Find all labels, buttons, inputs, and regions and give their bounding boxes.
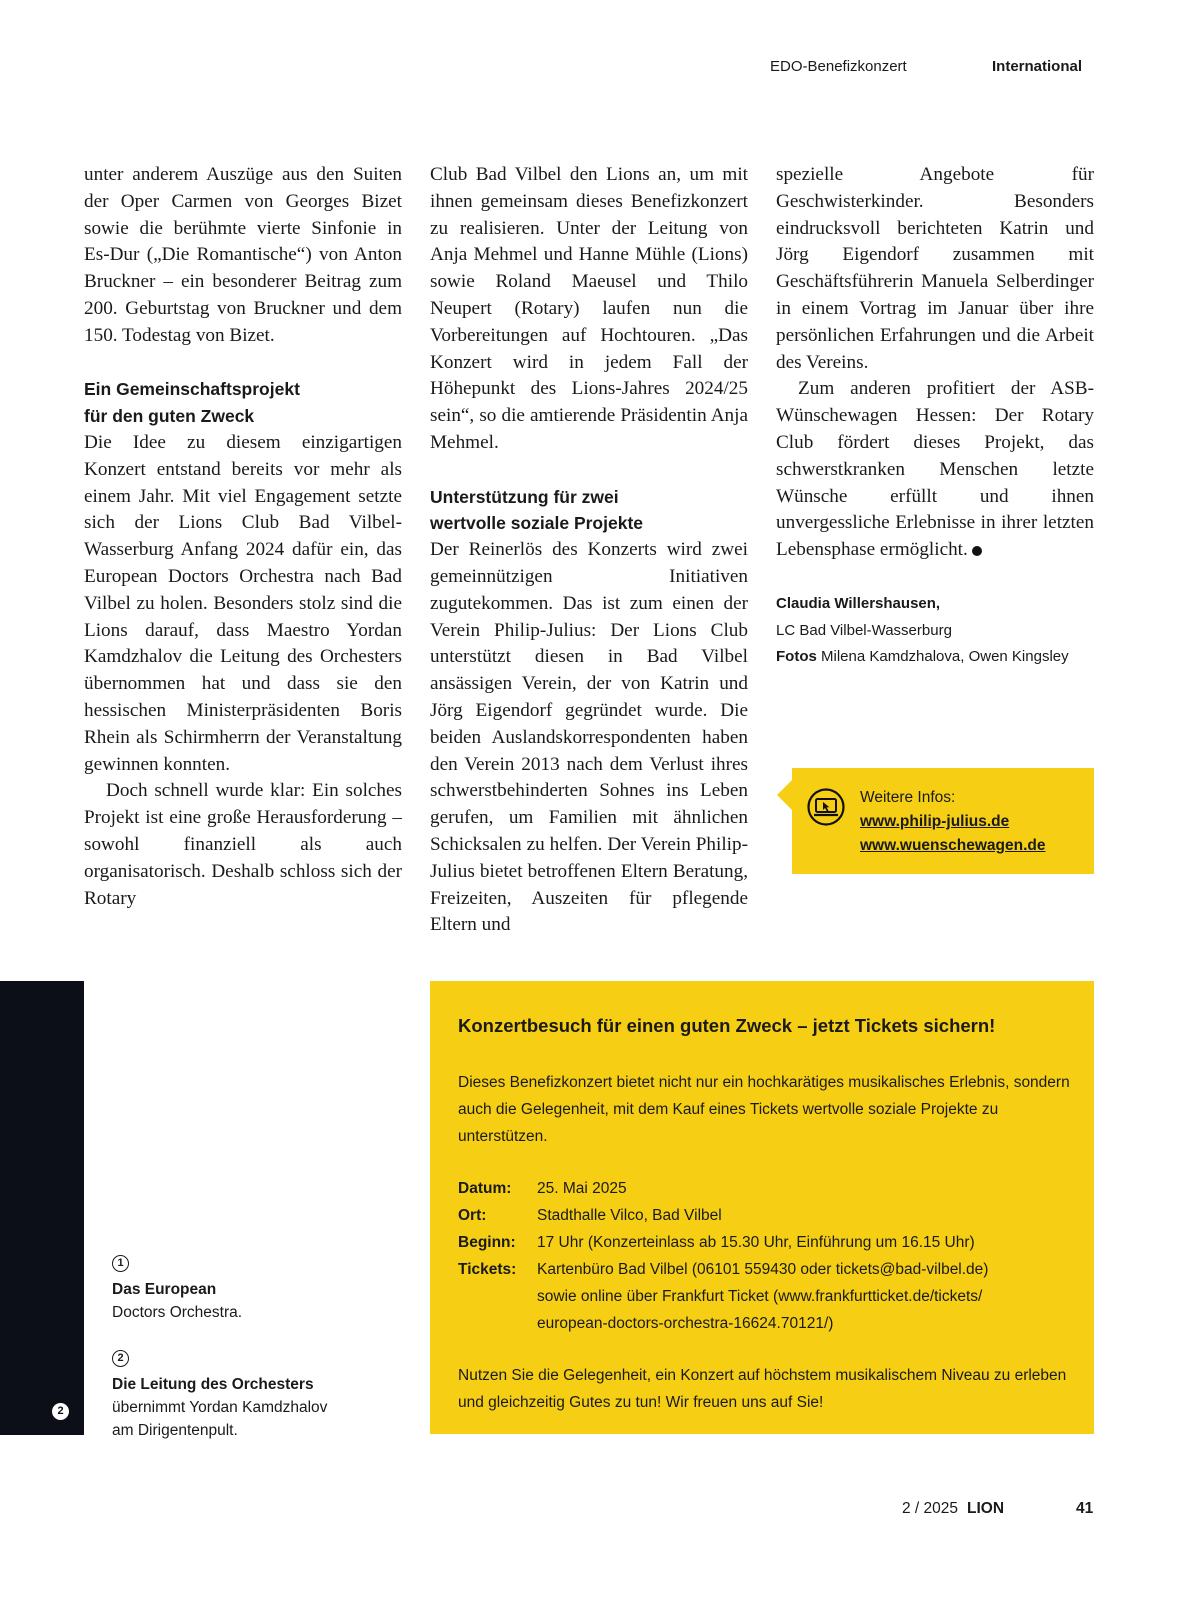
end-mark-icon <box>972 546 982 556</box>
info-box-label: Weitere Infos: <box>860 789 956 806</box>
row-value: 25. Mai 2025 <box>537 1180 627 1197</box>
caption-title: Das European <box>112 1281 217 1298</box>
ticket-box-outro: Nutzen Sie die Gelegenheit, ein Konzert auf höchstem musikalischem Niveau zu erleben und gleichzeitig Gutes zu tun! Wir freuen uns auf Sie! <box>458 1367 1067 1411</box>
paragraph-text: Zum anderen profitiert der ASB-Wünschewagen Hessen: Der Rotary Club fördert dieses Projekt, das schwerstkranken Menschen letzte Wünsche erfüllt und ihnen unvergessliche Erlebnisse in ihrer letzten Lebensphase ermöglicht. <box>776 378 1094 561</box>
subheading-line: wertvolle soziale Projekte <box>430 513 644 534</box>
page-number: 41 <box>1076 1500 1094 1517</box>
caption-text: übernimmt Yordan Kamdzhalov <box>112 1399 328 1416</box>
subheading-line: Unterstützung für zwei <box>430 486 619 507</box>
tickets-line: european-doctors-orchestra-16624.70121/) <box>537 1314 834 1332</box>
row-value: Stadthalle Vilco, Bad Vilbel <box>537 1207 722 1224</box>
photo-number-badge: 2 <box>52 1403 69 1420</box>
row-label: Tickets: <box>458 1261 517 1278</box>
subheading-line: für den guten Zweck <box>84 406 255 427</box>
byline <box>776 591 1094 671</box>
footer-magazine-name: LION <box>967 1500 1005 1517</box>
row-label: Beginn: <box>458 1234 516 1251</box>
tickets-line: Kartenbüro Bad Vilbel (06101 559430 oder tickets@bad-vilbel.de) <box>537 1261 989 1278</box>
photo-credit <box>776 644 1094 671</box>
paragraph: Club Bad Vilbel den Lions an, um mit ihnen gemeinsam dieses Benefizkonzert zu realisieren. Unter der Leitung von Anja Mehmel und Hanne Mühle (Lions) sowie Roland Maeusel und Thilo Neupert (Rotary) laufen nun die Vorbereitungen auf Hochtouren. „Das Konzert wird in jedem Fall der Höhepunkt des Lions-Jahres 2024/25 sein“, so die amtierende Präsidentin Anja Mehmel. <box>430 164 748 453</box>
caption-text: Doctors Orchestra. <box>112 1304 243 1321</box>
caption-1 <box>112 1255 242 1324</box>
photo-orchestra-conductor <box>0 981 84 1435</box>
paragraph: Die Idee zu diesem einzigartigen Konzert entstand bereits vor mehr als einem Jahr. Mit viel Engagement setzte sich der Lions Club Bad Vilbel-Wasserburg Anfang 2024 dafür ein, das European Doctors Orchestra nach Bad Vilbel zu holen. Besonders stolz sind die Lions darauf, dass Maestro Yordan Kamdzhalov die Leitung des Orchesters übernommen hat und dass sie den hessischen Ministerpräsidenten Boris Rhein als Schirmherrn der Veranstaltung gewinnen konnten. <box>84 431 402 775</box>
paragraph <box>776 376 1094 564</box>
ticket-box-intro: Dieses Benefizkonzert bietet nicht nur ein hochkarätiges musikalisches Erlebnis, sondern auch die Gelegenheit, mit dem Kauf eines Tickets wertvolle soziale Projekte zu unterstützen. <box>458 1074 1070 1145</box>
caption-2 <box>112 1350 327 1442</box>
caption-text: am Dirigentenpult. <box>112 1422 238 1439</box>
subheading-line: Ein Gemeinschaftsprojekt <box>84 379 300 400</box>
byline-author: Claudia Willershausen, <box>776 594 941 612</box>
row-value <box>537 1257 1057 1337</box>
article-column-2 <box>430 162 748 939</box>
article-column-3 <box>776 162 1094 671</box>
subheading <box>84 376 402 430</box>
tickets-line: sowie online über Frankfurt Ticket (www.frankfurtticket.de/tickets/ <box>537 1287 983 1305</box>
row-label: Datum: <box>458 1180 512 1197</box>
subheading <box>430 484 748 538</box>
footer-issue: 2 / 2025 <box>902 1500 959 1517</box>
caption-number: 1 <box>112 1255 129 1272</box>
paragraph: spezielle Angebote für Geschwisterkinder. Besonders eindrucksvoll berichteten Katrin und Jörg Eigendorf zusammen mit Geschäftsführerin Manuela Selberdinger in einem Vortrag im Januar über ihre persönlichen Erfahrungen und die Arbeit des Vereins. <box>776 164 1094 373</box>
paragraph: Der Reinerlös des Konzerts wird zwei gemeinnützigen Initiativen zugutekommen. Das ist zum einen der Verein Philip-Julius: Der Lions Club unterstützt diesen in Bad Vilbel ansässigen Verein, der von Katrin und Jörg Eigendorf gegründet wurde. Die beiden Auslandskorrespondenten haben den Verein 2013 nach dem Verlust ihres schwerstbehinderten Sohnes ins Leben gerufen, um Familien mit ähnlichen Schicksalen zu helfen. Der Verein Philip-Julius bietet betroffenen Eltern Beratung, Freizeiten, Auszeiten für pflegende Eltern und <box>430 539 748 936</box>
article-column-1 <box>84 162 402 912</box>
byline-club: LC Bad Vilbel-Wasserburg <box>776 621 952 639</box>
ticket-box-title: Konzertbesuch für einen guten Zweck – jetzt Tickets sichern! <box>458 1015 996 1036</box>
link-wuenschewagen[interactable]: www.wuenschewagen.de <box>860 837 1046 854</box>
info-box-text <box>860 786 1045 858</box>
caption-title: Die Leitung des Orchesters <box>112 1376 314 1393</box>
row-label: Ort: <box>458 1207 487 1224</box>
info-box-pointer <box>777 780 792 810</box>
row-value: 17 Uhr (Konzerteinlass ab 15.30 Uhr, Einführung um 16.15 Uhr) <box>537 1234 975 1251</box>
paragraph: unter anderem Auszüge aus den Suiten der Oper Carmen von Georges Bizet sowie die berühmte vierte Sinfonie in Es-Dur („Die Romantische“) von Anton Bruckner – ein besonderer Beitrag zum 200. Geburtstag von Bruckner und dem 150. Todestag von Bizet. <box>84 164 402 346</box>
paragraph: Doch schnell wurde klar: Ein solches Projekt ist eine große Herausforderung – sowohl finanziell als auch organisatorisch. Deshalb schloss sich der Rotary <box>84 780 402 909</box>
link-philip-julius[interactable]: www.philip-julius.de <box>860 813 1010 830</box>
photo-credit-names: Milena Kamdzhalova, Owen Kingsley <box>821 648 1069 666</box>
computer-click-icon <box>807 788 845 826</box>
photo-credit-label: Fotos <box>776 648 817 666</box>
running-header-section: EDO-Benefizkonzert <box>770 58 907 75</box>
running-header-category: International <box>992 58 1083 75</box>
caption-number: 2 <box>112 1350 129 1367</box>
